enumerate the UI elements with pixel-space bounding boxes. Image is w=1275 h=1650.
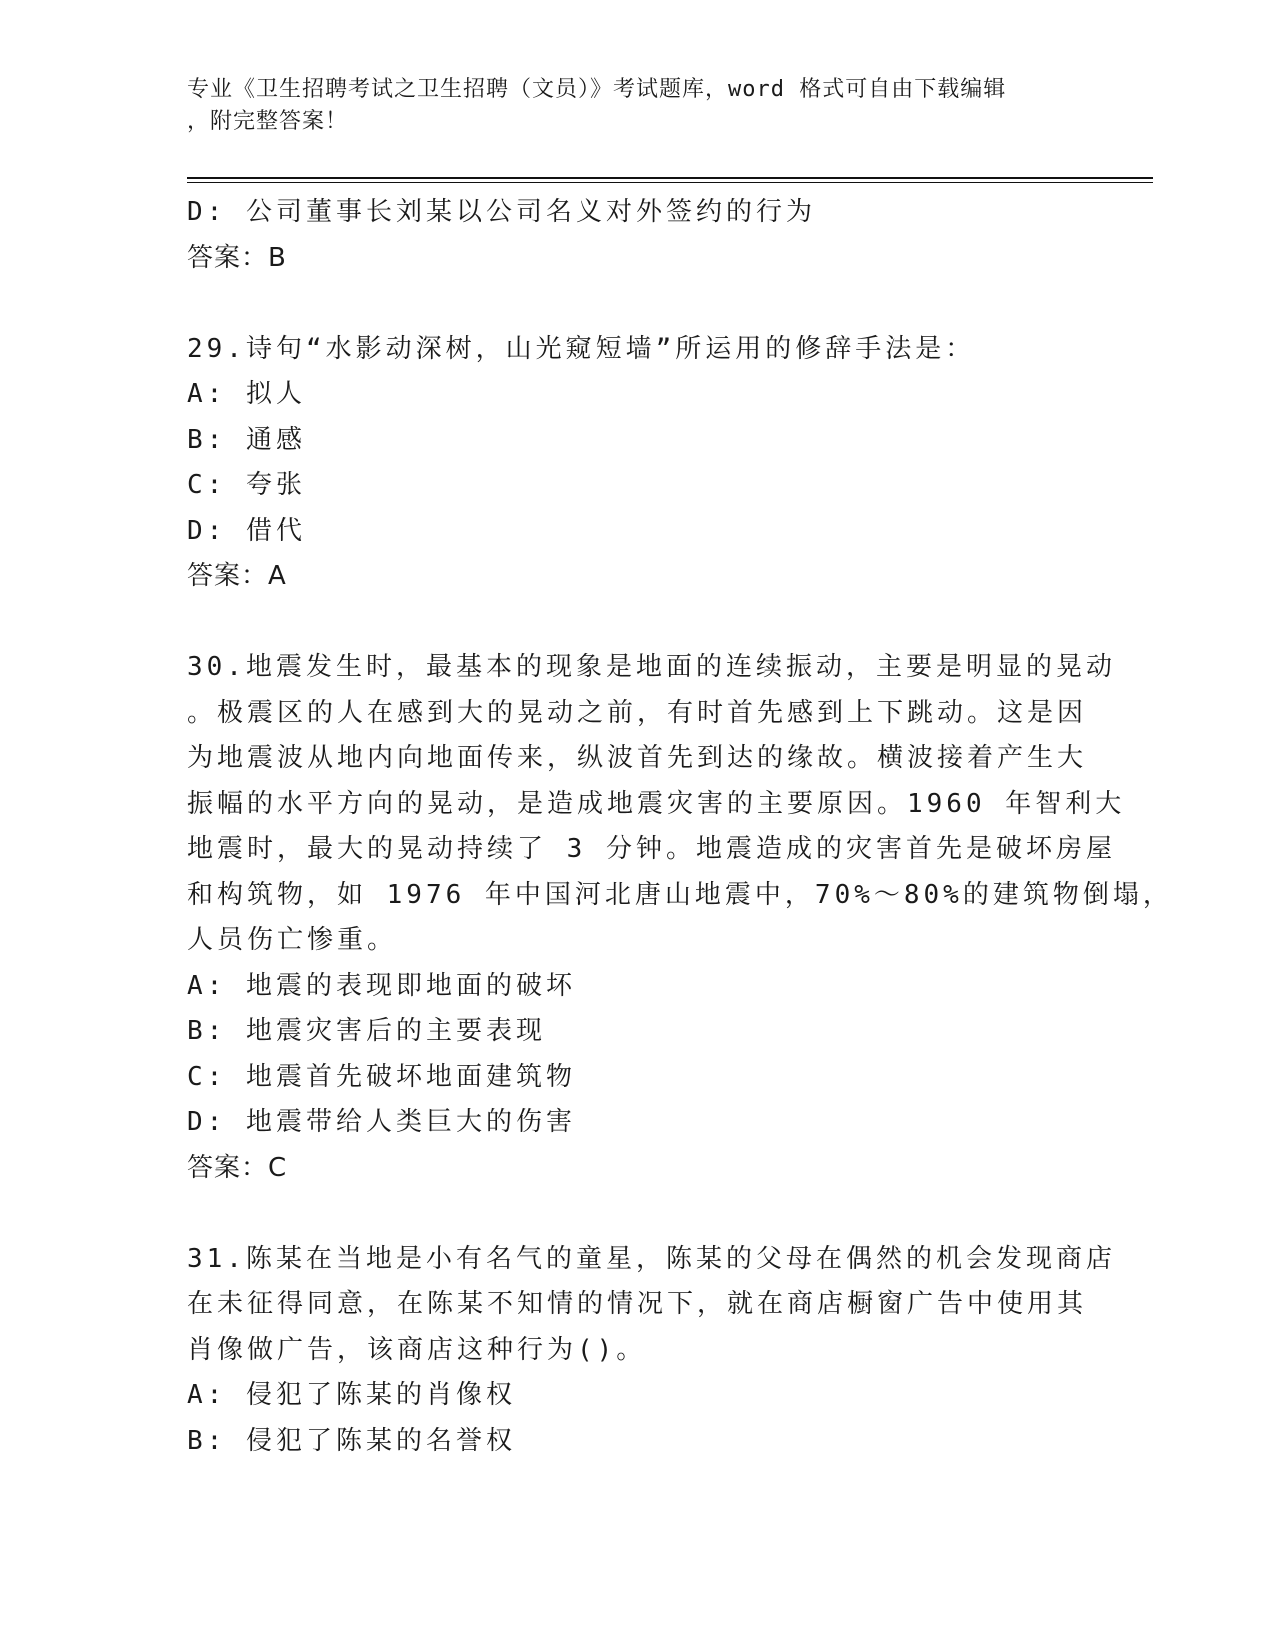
header-line-1: 专业《卫生招聘考试之卫生招聘（文员）》考试题库，word 格式可自由下载编辑 [187,77,1007,102]
header-divider-thin [187,182,1153,183]
question-spacer [187,600,1087,646]
header-divider-thick [187,177,1153,179]
q31-stem-line: 在未征得同意，在陈某不知情的情况下，就在商店橱窗广告中使用其 [187,1289,1088,1319]
document-header [187,74,1067,138]
q30-option-b: B: 地震灾害后的主要表现 [187,1016,546,1046]
q30-stem-line: 为地震波从地内向地面传来，纵波首先到达的缘故。横波接着产生大 [187,743,1088,773]
question-spacer [187,281,1087,327]
q30-stem-line: 30.地震发生时，最基本的现象是地面的连续振动，主要是明显的晃动 [187,652,1116,682]
q30-stem-line: 地震时，最大的晃动持续了 3 分钟。地震造成的灾害首先是破坏房屋 [187,834,1116,864]
q30-stem-line: 振幅的水平方向的晃动，是造成地震灾害的主要原因。1960 年智利大 [187,788,1126,819]
q29-option-d: D: 借代 [187,515,306,546]
q30-stem-line: 和构筑物，如 1976 年中国河北唐山地震中，70%～80%的建筑物倒塌， [187,879,1173,910]
q30-stem-line: 人员伤亡惨重。 [187,925,398,955]
q29-option-c: C: 夸张 [187,470,306,500]
q29-option-a: A: 拟人 [187,379,306,409]
q30-option-c: C: 地震首先破坏地面建筑物 [187,1061,576,1092]
question-spacer [187,1191,1087,1237]
q31-stem-line: 31.陈某在当地是小有名气的童星，陈某的父母在偶然的机会发现商店 [187,1243,1116,1274]
q31-option-b: B: 侵犯了陈某的名誉权 [187,1425,516,1456]
q29-option-b: B: 通感 [187,424,306,455]
q30-option-d: D: 地震带给人类巨大的伤害 [187,1107,576,1137]
q30-stem-line: 。极震区的人在感到大的晃动之前，有时首先感到上下跳动。这是因 [187,697,1088,728]
question-list [187,190,1173,1464]
q28-answer: 答案：B [187,242,287,273]
header-line-2: ，附完整答案！ [187,109,349,134]
q28-option-d: D: 公司董事长刘某以公司名义对外签约的行为 [187,197,816,227]
q31-option-a: A: 侵犯了陈某的肖像权 [187,1380,516,1410]
q29-answer: 答案：A [187,561,287,591]
q30-answer: 答案：C [187,1152,288,1183]
q31-stem-line: 肖像做广告，该商店这种行为()。 [187,1334,647,1365]
q29-stem: 29.诗句“水影动深树，山光窥短墙”所运用的修辞手法是： [187,333,976,364]
q30-option-a: A: 地震的表现即地面的破坏 [187,970,576,1001]
